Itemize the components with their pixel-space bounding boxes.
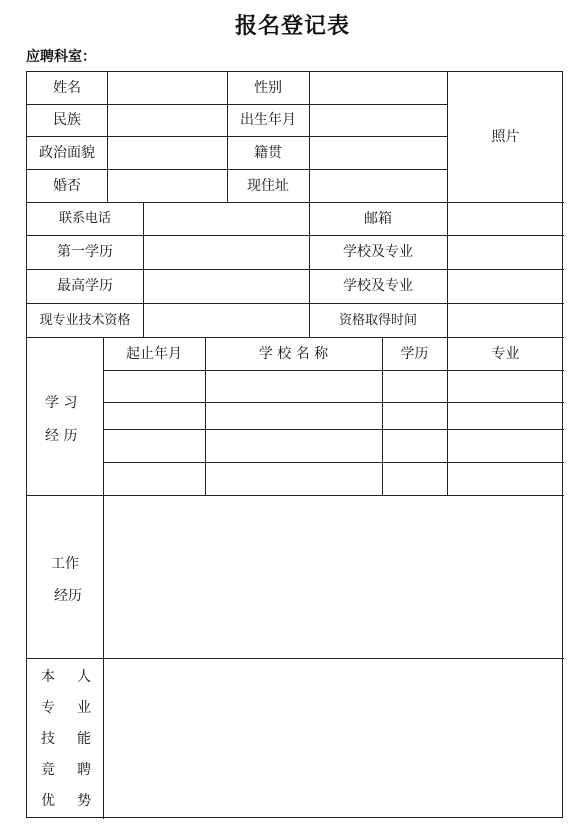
qualification-time-field[interactable] xyxy=(448,304,563,336)
name-label: 姓名 xyxy=(53,80,81,96)
photo-box[interactable]: 照片 xyxy=(491,129,520,145)
self-label-char: 优 xyxy=(41,793,55,809)
page-title: 报名登记表 xyxy=(234,13,350,39)
school-major-label-2: 学校及专业 xyxy=(343,278,413,294)
department-label: 应聘科室： xyxy=(26,49,96,65)
native-place-field[interactable] xyxy=(310,137,446,168)
self-label-char: 业 xyxy=(77,700,91,716)
gender-field[interactable] xyxy=(310,73,446,103)
work-history-field[interactable] xyxy=(104,496,564,658)
name-field[interactable] xyxy=(108,73,226,103)
school-major-field-2[interactable] xyxy=(448,270,563,302)
self-label-char: 技 xyxy=(41,731,55,747)
self-label-char: 聘 xyxy=(77,762,91,778)
study-section-label-line2: 经 历 xyxy=(45,428,78,444)
email-label: 邮箱 xyxy=(364,210,392,227)
study-section-label-line1: 学 习 xyxy=(45,395,78,411)
native-place-label: 籍贯 xyxy=(254,144,282,161)
first-degree-field[interactable] xyxy=(144,236,308,268)
phone-field[interactable] xyxy=(144,203,308,234)
qualification-label: 现专业技术资格 xyxy=(39,312,131,328)
gender-label: 性别 xyxy=(254,80,282,96)
qualification-field[interactable] xyxy=(144,304,308,336)
col-school-header: 学 校 名 称 xyxy=(258,345,329,362)
col-major-header: 专业 xyxy=(491,345,520,362)
registration-form xyxy=(26,71,563,818)
ethnicity-field[interactable] xyxy=(108,105,226,135)
birth-field[interactable] xyxy=(310,105,446,135)
school-major-label-1: 学校及专业 xyxy=(343,244,413,260)
highest-degree-label: 最高学历 xyxy=(57,278,113,294)
address-field[interactable] xyxy=(310,170,446,201)
marital-field[interactable] xyxy=(108,170,226,201)
self-label-char: 势 xyxy=(77,793,91,809)
study-history-rows[interactable] xyxy=(104,371,564,495)
self-label-char: 人 xyxy=(77,669,91,685)
school-major-field-1[interactable] xyxy=(448,236,563,268)
highest-degree-field[interactable] xyxy=(144,270,308,302)
work-section-label-line2: 经历 xyxy=(54,588,82,604)
self-label-char: 本 xyxy=(41,669,55,685)
marital-label: 婚否 xyxy=(53,177,81,194)
self-label-char: 能 xyxy=(77,731,91,747)
phone-label: 联系电话 xyxy=(58,211,111,226)
qualification-time-label: 资格取得时间 xyxy=(338,312,417,328)
work-section-label-line1: 工作 xyxy=(51,556,79,572)
self-skills-field[interactable] xyxy=(104,659,564,817)
political-label: 政治面貌 xyxy=(39,144,95,161)
self-label-char: 竞 xyxy=(41,762,55,778)
email-field[interactable] xyxy=(448,203,563,234)
ethnicity-label: 民族 xyxy=(53,112,81,128)
first-degree-label: 第一学历 xyxy=(57,244,113,260)
political-field[interactable] xyxy=(108,137,226,168)
col-degree-header: 学历 xyxy=(400,345,429,362)
address-label: 现住址 xyxy=(247,177,289,194)
self-label-char: 专 xyxy=(41,700,55,716)
col-period-header: 起止年月 xyxy=(126,345,182,362)
self-section-label xyxy=(41,670,91,825)
birth-label: 出生年月 xyxy=(240,112,296,128)
